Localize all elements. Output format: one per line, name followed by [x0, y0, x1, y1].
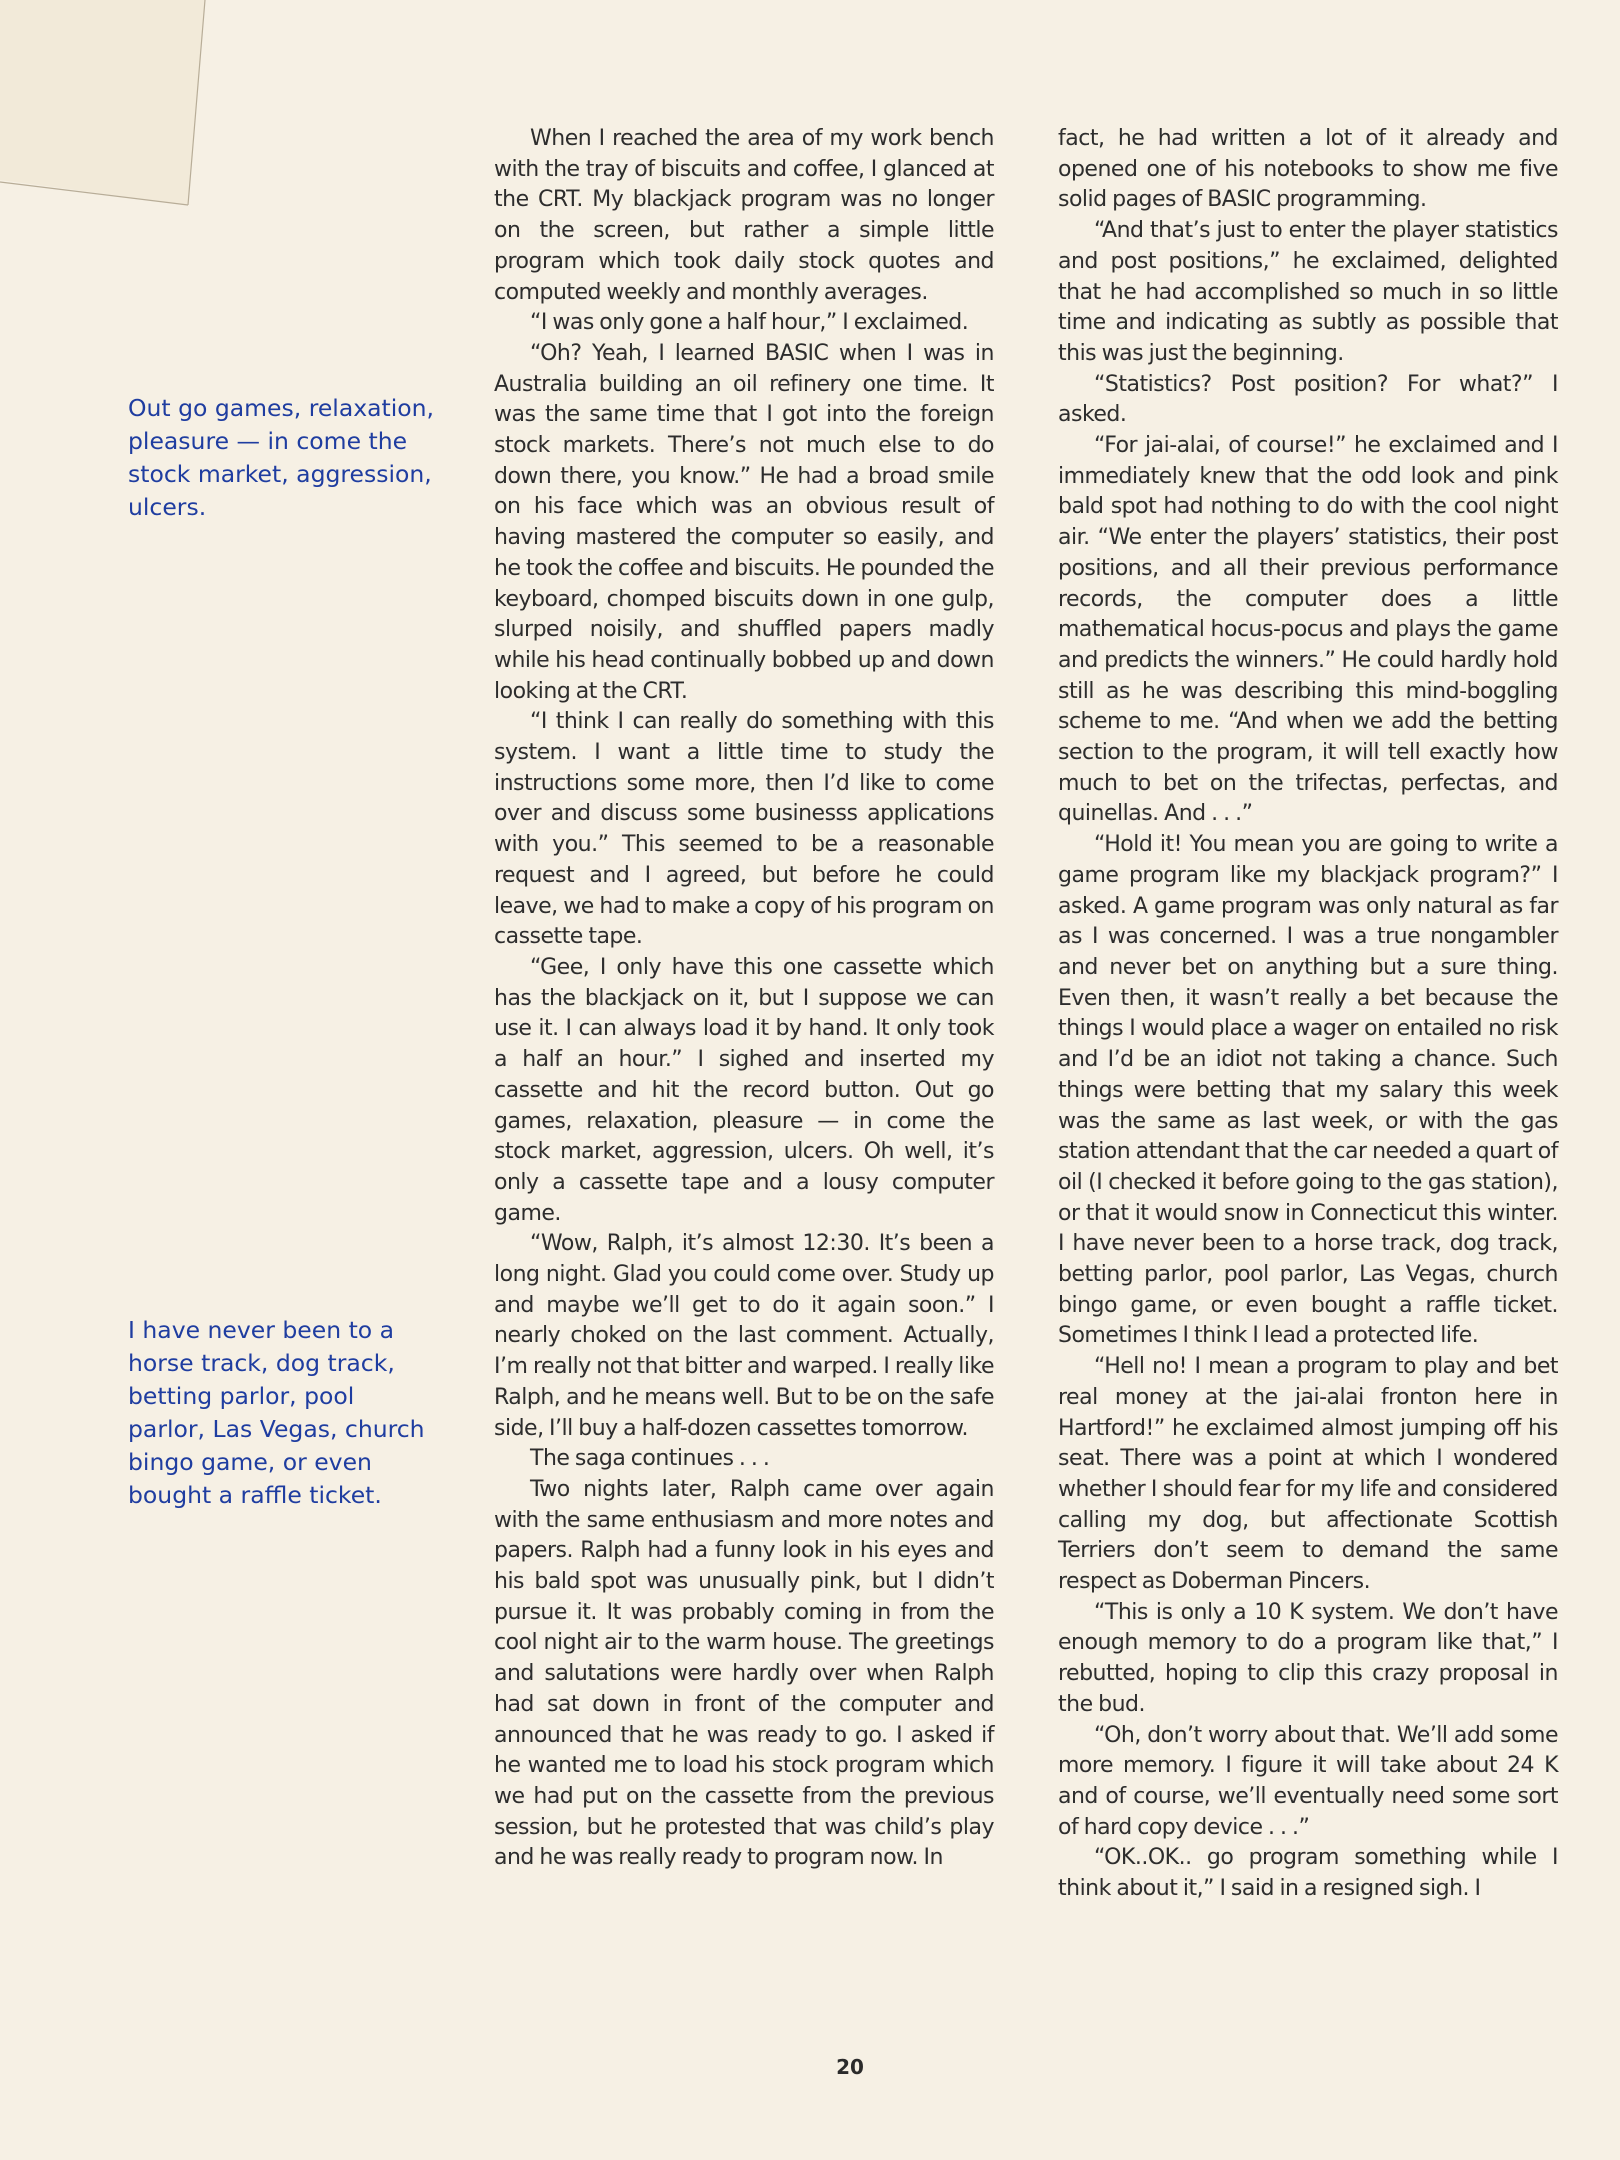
- paragraph: The saga continues . . .: [530, 1446, 770, 1472]
- paragraph: When I reached the area of my work bench with the tray of biscuits and coffee, I glanced at the CRT. My blackjack program was no longer on the screen, but rather a simple little program which took daily stock quotes and computed weekly and monthly averages.: [494, 126, 994, 305]
- page-number: 20: [836, 2055, 864, 2079]
- paragraph: “Statistics? Post position? For what?” I asked.: [1058, 371, 1558, 428]
- pull-quote-2: I have never been to a horse track, dog track, betting parlor, pool parlor, Las Vegas, church bingo game, or even bought a raffle ticket.: [128, 1316, 425, 1509]
- paragraph: “And that’s just to enter the player statistics and post positions,” he exclaimed, delighted that he had accomplished so much in so little time and indicating as subtly as possible that this was just the beginning.: [1058, 218, 1558, 366]
- paragraph: “Oh? Yeah, I learned BASIC when I was in Australia building an oil refinery one time. It was the same time that I got into the foreign stock markets. There’s not much else to do down there, you know.” He had a broad smile on his face which was an obvious result of having mastered the computer so easily, and he took the coffee and biscuits. He pounded the keyboard, chomped biscuits down in one gulp, slurped noisily, and shuffled papers madly while his head continually bobbed up and down looking at the CRT.: [494, 340, 994, 704]
- paragraph: “Wow, Ralph, it’s almost 12:30. It’s been a long night. Glad you could come over. Study up and maybe we’ll get to do it again soon.” I nearly choked on the last comment. Actually, I’m really not that bitter and warped. I really like Ralph, and he means well. But to be on the safe side, I’ll buy a half-dozen cassettes tomorrow.: [494, 1231, 994, 1441]
- paragraph: “This is only a 10 K system. We don’t have enough memory to do a program like that,” I rebutted, hoping to clip this crazy proposal in the bud.: [1058, 1599, 1558, 1717]
- folded-corner: [0, 0, 220, 220]
- paragraph: “Gee, I only have this one cassette which has the blackjack on it, but I suppose we can use it. I can always load it by hand. It only took a half an hour.” I sighed and inserted my cassette and hit the record button. Out go games, relaxation, pleasure — in come the stock market, aggression, ulcers. Oh well, it’s only a cassette tape and a lousy computer game.: [494, 954, 994, 1226]
- paragraph: “Oh, don’t worry about that. We’ll add some more memory. I figure it will take about 24 K and of course, we’ll eventually need some sort of hard copy device . . .”: [1058, 1722, 1558, 1840]
- paragraph: “I was only gone a half hour,” I exclaimed.: [530, 310, 969, 336]
- article-column-right: [1058, 124, 1558, 1905]
- article-column-left: [494, 124, 994, 1874]
- paragraph: “Hold it! You mean you are going to write a game program like my blackjack program?” I asked. A game program was only natural as far as I was concerned. I was a true nongambler and never bet on anything but a sure thing. Even then, it wasn’t really a bet because the things I would place a wager on entailed no risk and I’d be an idiot not taking a chance. Such things were betting that my salary this week was the same as last week, or with the gas station attendant that the car needed a quart of oil (I checked it before going to the gas station), or that it would snow in Connecticut this winter. I have never been to a horse track, dog track, betting parlor, pool parlor, Las Vegas, church bingo game, or even bought a raffle ticket. Sometimes I think I lead a protected life.: [1058, 832, 1558, 1349]
- paragraph: Two nights later, Ralph came over again with the same enthusiasm and more notes and papers. Ralph had a funny look in his eyes and his bald spot was unusually pink, but I didn’t pursue it. It was probably coming in from the cool night air to the warm house. The greetings and salutations were hardly over when Ralph had sat down in front of the computer and announced that he was ready to go. I asked if he wanted me to load his stock program which we had put on the cassette from the previous session, but he protested that was child’s play and he was really ready to program now. In: [494, 1476, 994, 1871]
- paragraph: “For jai-alai, of course!” he exclaimed and I immediately knew that the odd look and pink bald spot had nothing to do with the cool night air. “We enter the players’ statistics, their post positions, and all their previous performance records, the computer does a little mathematical hocus-pocus and plays the game and predicts the winners.” He could hardly hold still as he was describing this mind-boggling scheme to me. “And when we add the betting section to the program, it will tell exactly how much to bet on the trifectas, perfectas, and quinellas. And . . .”: [1058, 433, 1558, 827]
- paragraph: “Hell no! I mean a program to play and bet real money at the jai-alai fronton here in Hartford!” he exclaimed almost jumping off his seat. There was a point at which I wondered whether I should fear for my life and considered calling my dog, but affectionate Scottish Terriers don’t seem to demand the same respect as Doberman Pincers.: [1058, 1354, 1558, 1595]
- pull-quote-1: Out go games, relaxation, pleasure — in come the stock market, aggression, ulcers.: [128, 394, 435, 521]
- paragraph: “OK..OK.. go program something while I think about it,” I said in a resigned sigh. I: [1058, 1845, 1558, 1902]
- paragraph: fact, he had written a lot of it already and opened one of his notebooks to show me five solid pages of BASIC programming.: [1058, 126, 1558, 213]
- paragraph: “I think I can really do something with this system. I want a little time to study the instructions some more, then I’d like to come over and discuss some businesss applications with you.” This seemed to be a reasonable request and I agreed, but before he could leave, we had to make a copy of his program on cassette tape.: [494, 709, 994, 950]
